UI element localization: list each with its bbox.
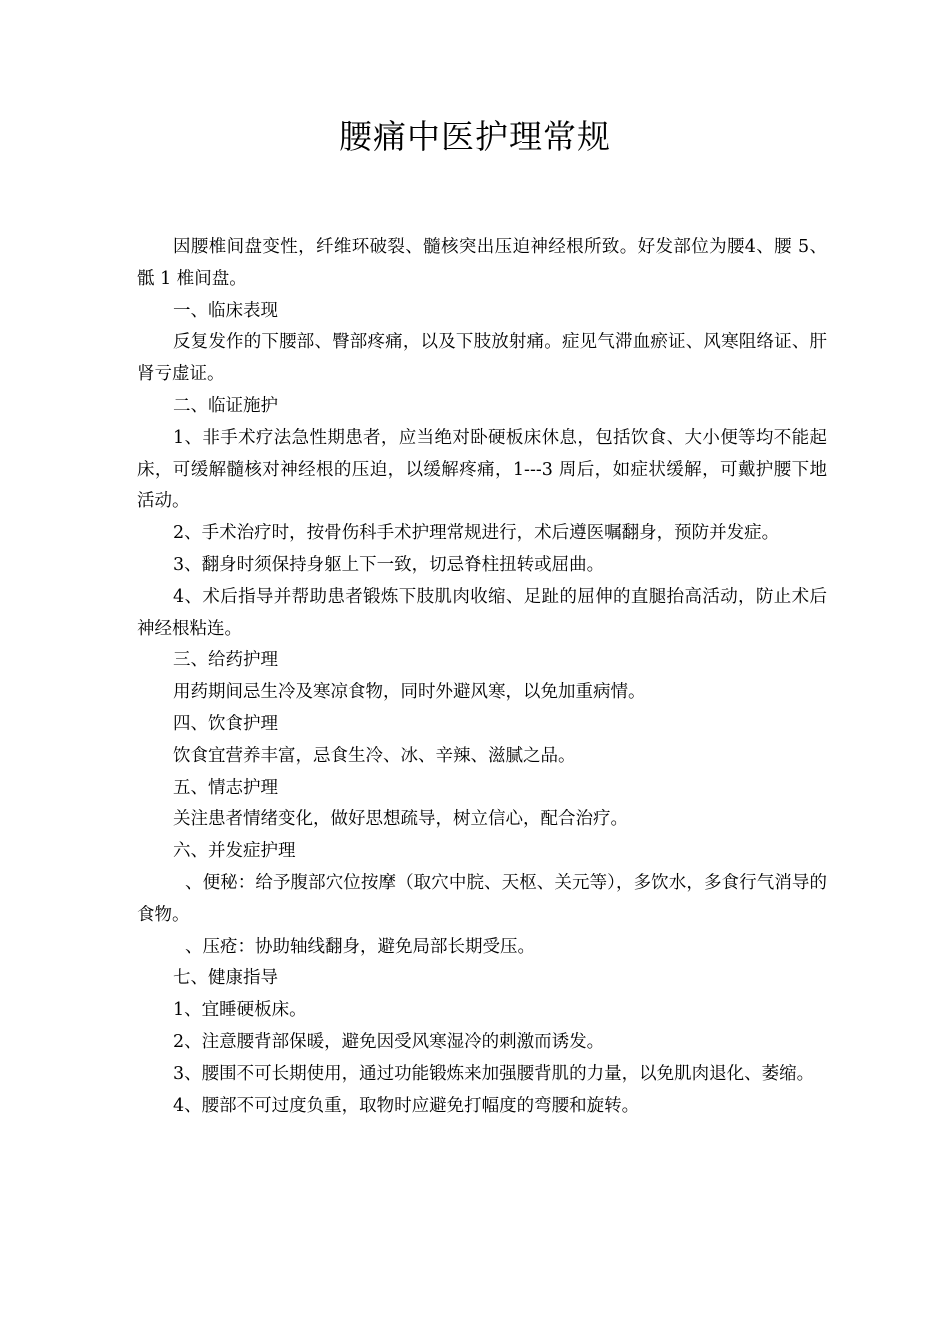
- nursing-item-3: 3、翻身时须保持身躯上下一致，切忌脊柱扭转或屈曲。: [173, 554, 605, 575]
- nursing-item-4: 4、术后指导并帮助患者锻炼下肢肌肉收缩、足趾的屈伸的直腿抬高活动，防止术后神经根粘连。: [137, 586, 827, 639]
- section-heading-complications: 六、并发症护理: [173, 841, 296, 862]
- complication-pressure-sore: 、压疮：协助轴线翻身，避免局部长期受压。: [185, 936, 535, 957]
- document-title: 腰痛中医护理常规: [339, 117, 611, 156]
- nursing-item-2: 2、手术治疗时，按骨伤科手术护理常规进行，术后遵医嘱翻身，预防并发症。: [173, 523, 780, 544]
- medication-paragraph: 用药期间忌生冷及寒凉食物，同时外避风寒，以免加重病情。: [173, 682, 646, 703]
- section-heading-health: 七、健康指导: [173, 968, 278, 989]
- health-item-2: 2、注意腰背部保暖，避免因受风寒湿冷的刺激而诱发。: [173, 1031, 605, 1052]
- health-item-1: 1、宜睡硬板床。: [173, 1000, 307, 1021]
- section-heading-nursing: 二、临证施护: [173, 395, 278, 416]
- nursing-item-1: 1、非手术疗法急性期患者，应当绝对卧硬板床休息，包括饮食、大小便等均不能起床，可缓解髓核对神经根的压迫，以缓解疼痛，1---3 周后，如症状缓解，可戴护腰下地活动。: [137, 427, 827, 512]
- intro-paragraph: 因腰椎间盘变性，纤维环破裂、髓核突出压迫神经根所致。好发部位为腰4、腰 5、骶 1 椎间盘。: [137, 237, 827, 289]
- health-item-3: 3、腰围不可长期使用，通过功能锻炼来加强腰背肌的力量，以免肌肉退化、萎缩。: [173, 1063, 815, 1084]
- section-heading-clinical: 一、临床表现: [173, 300, 278, 321]
- clinical-paragraph: 反复发作的下腰部、臀部疼痛，以及下肢放射痛。症见气滞血瘀证、风寒阻络证、肝肾亏虚证。: [137, 332, 827, 385]
- document-body: [137, 232, 827, 1122]
- section-heading-diet: 四、饮食护理: [173, 713, 278, 734]
- complication-constipation: 、便秘：给予腹部穴位按摩（取穴中脘、天枢、关元等），多饮水，多食行气消导的食物。: [137, 872, 827, 925]
- diet-paragraph: 饮食宜营养丰富，忌食生冷、冰、辛辣、滋腻之品。: [173, 745, 576, 766]
- section-heading-emotion: 五、情志护理: [173, 777, 278, 798]
- emotion-paragraph: 关注患者情绪变化，做好思想疏导，树立信心，配合治疗。: [173, 809, 628, 830]
- section-heading-medication: 三、给药护理: [173, 650, 278, 671]
- health-item-4: 4、腰部不可过度负重，取物时应避免打幅度的弯腰和旋转。: [173, 1095, 640, 1116]
